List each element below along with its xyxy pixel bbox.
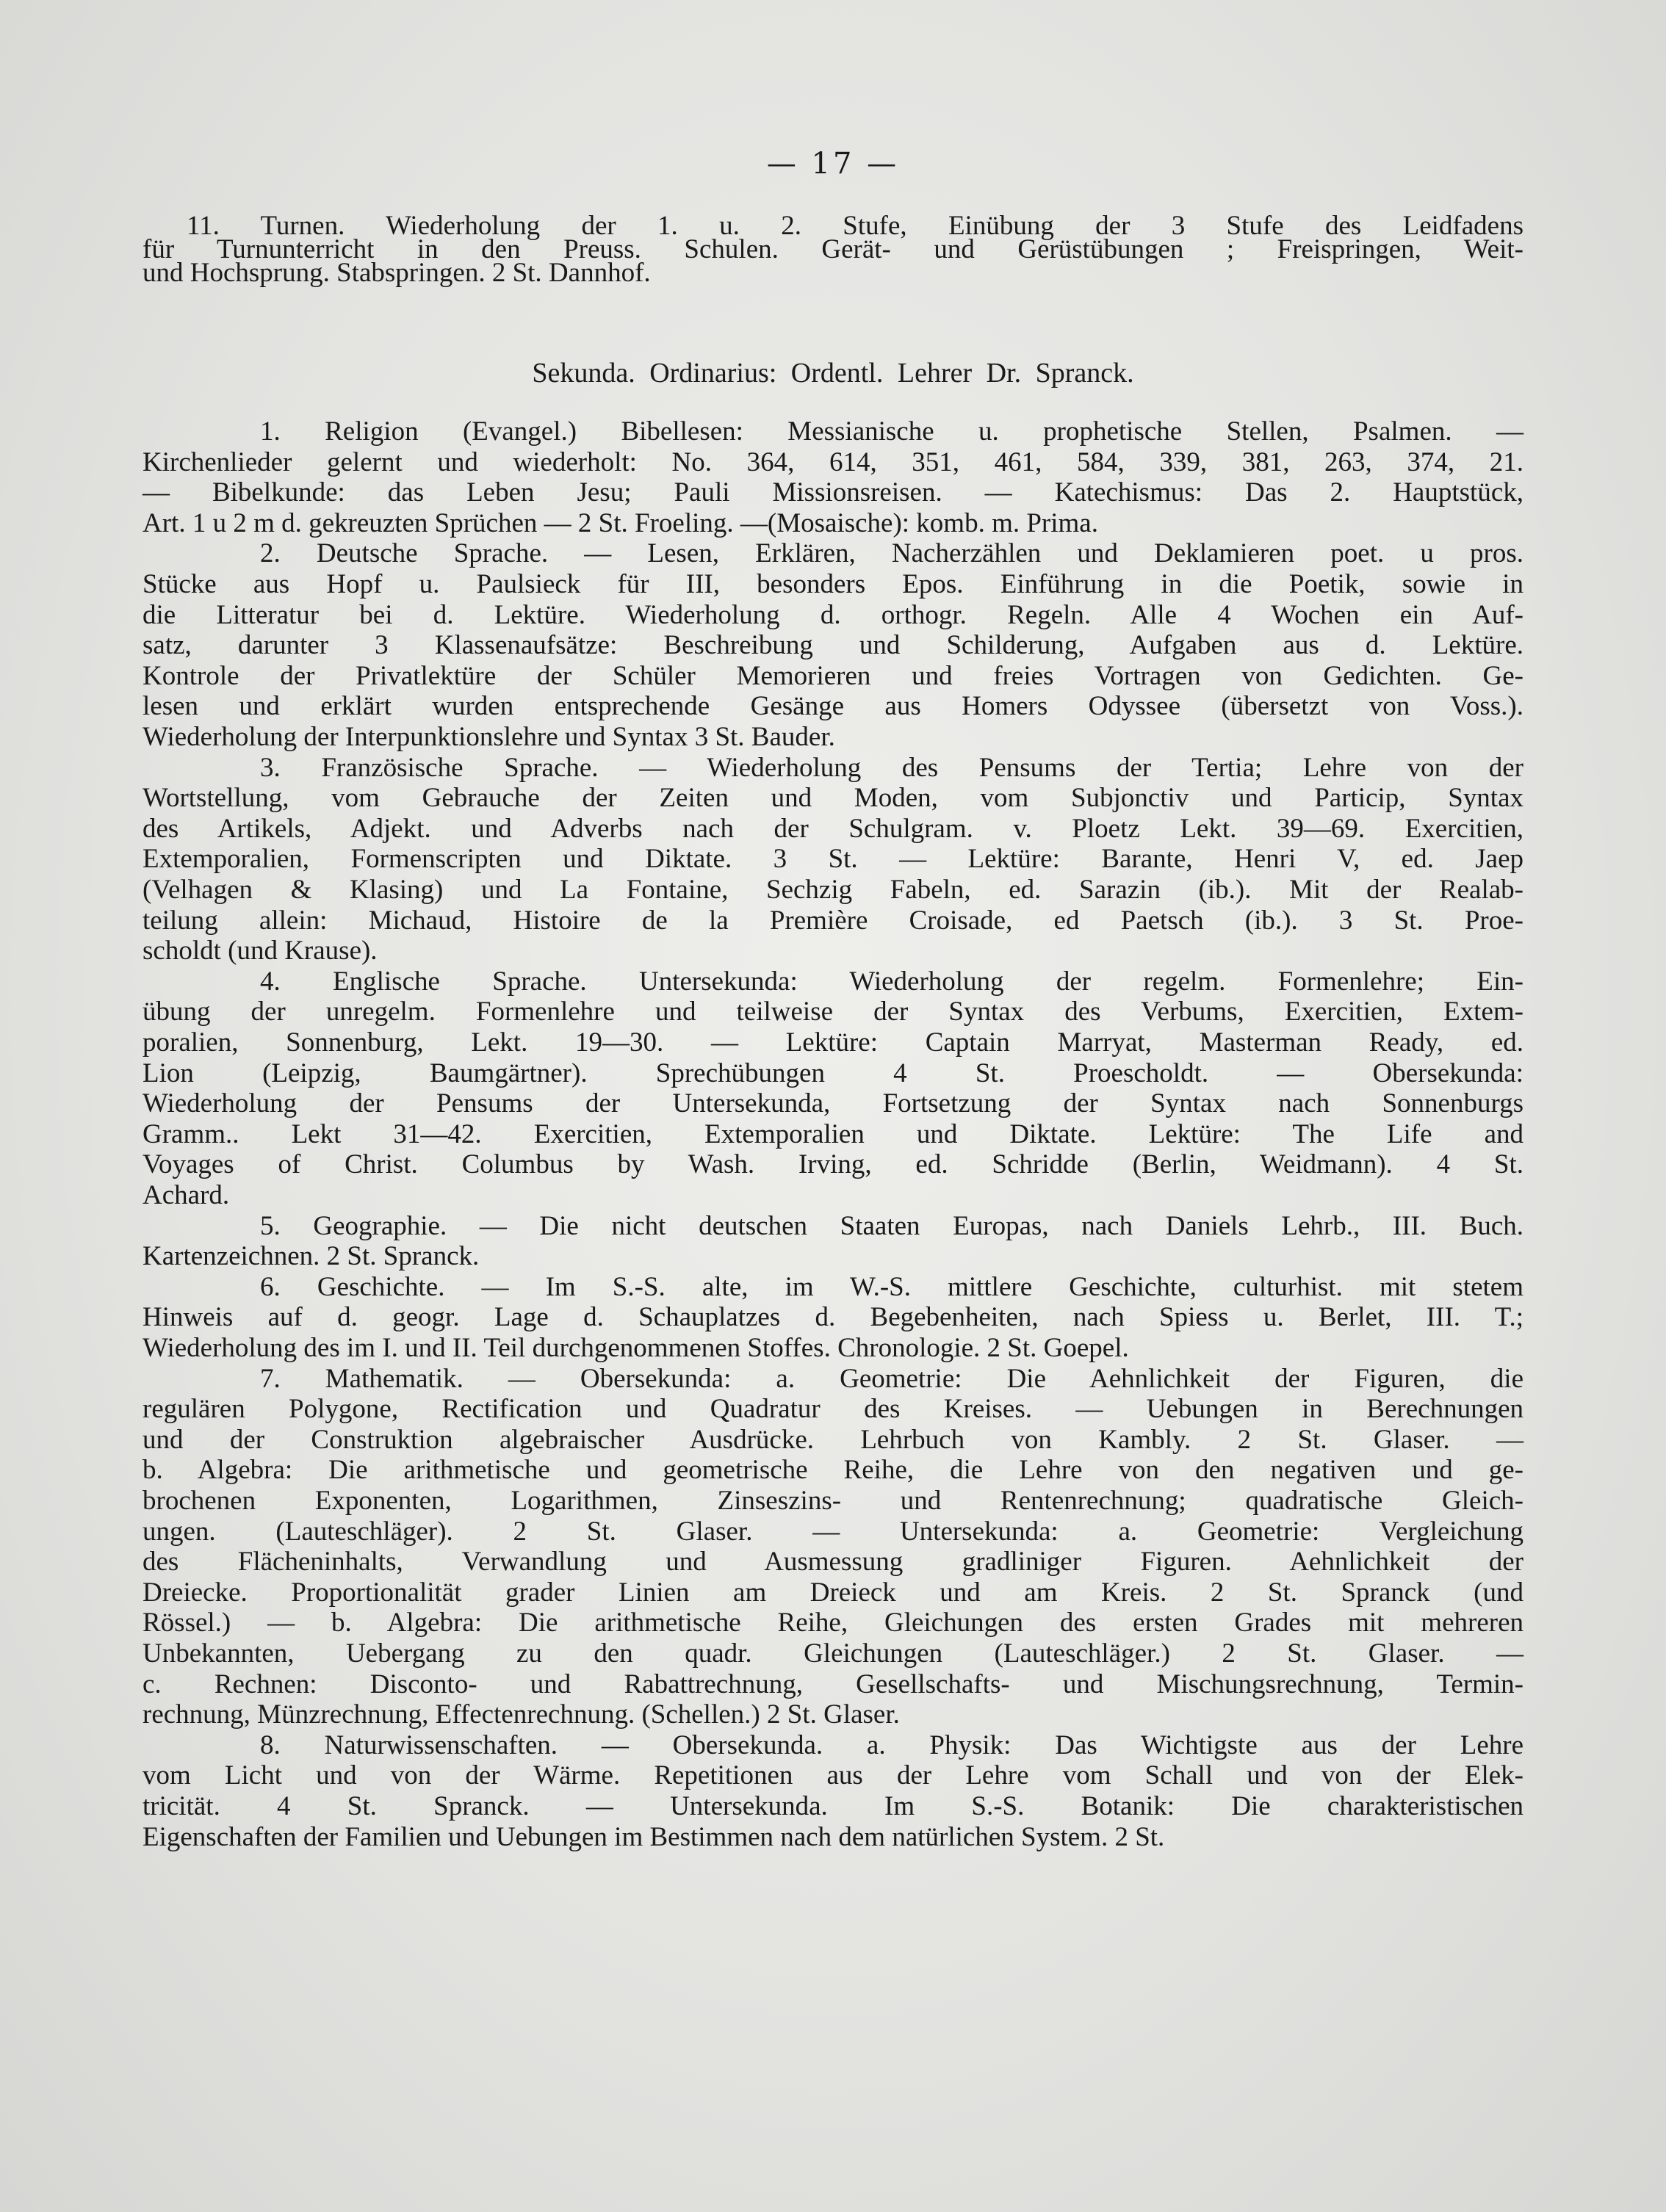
text-line: Gramm.. Lekt 31—42. Exercitien, Extemporalien und Diktate. Lektüre: The Life and [143,1119,1523,1149]
text-line: Kirchenlieder gelernt und wiederholt: No. 364, 614, 351, 461, 584, 339, 381, 263, 374, 21. [143,447,1523,477]
text-line: Wiederholung der Interpunktionslehre und Syntax 3 St. Bauder. [143,722,835,752]
text-line: tricität. 4 St. Spranck. — Untersekunda. Im S.-S. Botanik: Die charakteristischen [143,1791,1523,1821]
text-line: Stücke aus Hopf u. Paulsieck für III, besonders Epos. Einführung in die Poetik, sowie in [143,569,1523,599]
text-line: 7. Mathematik. — Obersekunda: a. Geometrie: Die Aehnlichkeit der Figuren, die [260,1364,1523,1394]
text-line: Wiederholung der Pensums der Untersekunda, Fortsetzung der Syntax nach Sonnenburgs [143,1088,1523,1118]
text-line: Eigenschaften der Familien und Uebungen im Bestimmen nach dem natürlichen System. 2 St. [143,1822,1165,1852]
text-line: 1. Religion (Evangel.) Bibellesen: Messianische u. prophetische Stellen, Psalmen. — [260,416,1523,447]
text-line: Art. 1 u 2 m d. gekreuzten Sprüchen — 2 St. Froeling. —(Mosaische): komb. m. Prima. [143,508,1098,538]
text-line: Hinweis auf d. geogr. Lage d. Schauplatzes d. Begebenheiten, nach Spiess u. Berlet, III. T.; [143,1302,1523,1332]
text-line: 4. Englische Sprache. Untersekunda: Wiederholung der regelm. Formenlehre; Ein- [260,966,1523,997]
text-line: b. Algebra: Die arithmetische und geometrische Reihe, die Lehre von den negativen und ge- [143,1455,1523,1485]
text-line: 3. Französische Sprache. — Wiederholung des Pensums der Tertia; Lehre von der [260,753,1523,783]
text-line: Wiederholung des im I. und II. Teil durchgenommenen Stoffes. Chronologie. 2 St. Goepel. [143,1333,1129,1363]
text-line: scholdt (und Krause). [143,936,378,966]
text-line: die Litteratur bei d. Lektüre. Wiederholung d. orthogr. Regeln. Alle 4 Wochen ein Auf- [143,600,1523,630]
text-line: vom Licht und von der Wärme. Repetitionen aus der Lehre vom Schall und von der Elek- [143,1760,1523,1790]
text-line: regulären Polygone, Rectification und Quadratur des Kreises. — Uebungen in Berechnungen [143,1394,1523,1424]
text-line: Achard. [143,1180,230,1210]
text-line: 2. Deutsche Sprache. — Lesen, Erklären, Nacherzählen und Deklamieren poet. u pros. [260,538,1523,568]
text-line: 5. Geographie. — Die nicht deutschen Staaten Europas, nach Daniels Lehrb., III. Buch. [260,1211,1523,1241]
text-line: teilung allein: Michaud, Histoire de la Première Croisade, ed Paetsch (ib.). 3 St. Proe- [143,906,1523,936]
text-line: poralien, Sonnenburg, Lekt. 19—30. — Lektüre: Captain Marryat, Masterman Ready, ed. [143,1027,1523,1058]
text-line: satz, darunter 3 Klassenaufsätze: Beschreibung und Schilderung, Aufgaben aus d. Lektüre. [143,630,1523,660]
text-line: Wortstellung, vom Gebrauche der Zeiten und Moden, vom Subjonctiv und Particip, Syntax [143,783,1523,813]
text-line: Dreiecke. Proportionalität grader Linien am Dreieck und am Kreis. 2 St. Spranck (und [143,1577,1523,1608]
section-heading-sekunda: Sekunda. Ordinarius: Ordentl. Lehrer Dr. Spranck. [532,358,1134,388]
text-line: Voyages of Christ. Columbus by Wash. Irving, ed. Schridde (Berlin, Weidmann). 4 St. [143,1149,1523,1179]
text-line: Extemporalien, Formenscripten und Diktate. 3 St. — Lektüre: Barante, Henri V, ed. Jaep [143,844,1523,874]
text-line: ungen. (Lauteschläger). 2 St. Glaser. — Untersekunda: a. Geometrie: Vergleichung [143,1517,1523,1547]
text-line: und der Construktion algebraischer Ausdrücke. Lehrbuch von Kambly. 2 St. Glaser. — [143,1425,1523,1455]
text-line: für Turnunterricht in den Preuss. Schulen. Gerät- und Gerüstübungen ; Freispringen, Weit- [143,234,1523,264]
text-line: 11. Turnen. Wiederholung der 1. u. 2. Stufe, Einübung der 3 Stufe des Leidfadens [187,211,1523,241]
text-line: Rössel.) — b. Algebra: Die arithmetische Reihe, Gleichungen des ersten Grades mit mehreren [143,1608,1523,1638]
text-line: lesen und erklärt wurden entsprechende Gesänge aus Homers Odyssee (übersetzt von Voss.). [143,691,1523,721]
text-line: (Velhagen & Klasing) und La Fontaine, Sechzig Fabeln, ed. Sarazin (ib.). Mit der Realab- [143,875,1523,905]
text-line: c. Rechnen: Disconto- und Rabattrechnung, Gesellschafts- und Mischungsrechnung, Termin- [143,1669,1523,1699]
text-line: des Flächeninhalts, Verwandlung und Ausmessung gradliniger Figuren. Aehnlichkeit der [143,1547,1523,1577]
text-line: Kartenzeichnen. 2 St. Spranck. [143,1241,480,1271]
text-line: Unbekannten, Uebergang zu den quadr. Gleichungen (Lauteschläger.) 2 St. Glaser. — [143,1638,1523,1669]
text-line: übung der unregelm. Formenlehre und teilweise der Syntax des Verbums, Exercitien, Extem- [143,997,1523,1027]
text-line: — Bibelkunde: das Leben Jesu; Pauli Missionsreisen. — Katechismus: Das 2. Hauptstück, [143,477,1523,507]
text-line: brochenen Exponenten, Logarithmen, Zinseszins- und Rentenrechnung; quadratische Gleich- [143,1486,1523,1516]
turnen-paragraph [143,211,1523,288]
text-line: des Artikels, Adjekt. und Adverbs nach der Schulgram. v. Ploetz Lekt. 39—69. Exercitien, [143,814,1523,844]
text-line: Lion (Leipzig, Baumgärtner). Sprechübungen 4 St. Proescholdt. — Obersekunda: [143,1058,1523,1088]
page-number: — 17 — [766,147,900,181]
text-line: 8. Naturwissenschaften. — Obersekunda. a. Physik: Das Wichtigste aus der Lehre [260,1730,1523,1760]
text-line: rechnung, Münzrechnung, Effectenrechnung. (Schellen.) 2 St. Glaser. [143,1699,900,1730]
text-line: Kontrole der Privatlektüre der Schüler Memorieren und freies Vortragen von Gedichten. Ge- [143,661,1523,691]
text-line: und Hochsprung. Stabspringen. 2 St. Dannhof. [143,258,651,288]
text-line: 6. Geschichte. — Im S.-S. alte, im W.-S. mittlere Geschichte, culturhist. mit stetem [260,1272,1523,1302]
